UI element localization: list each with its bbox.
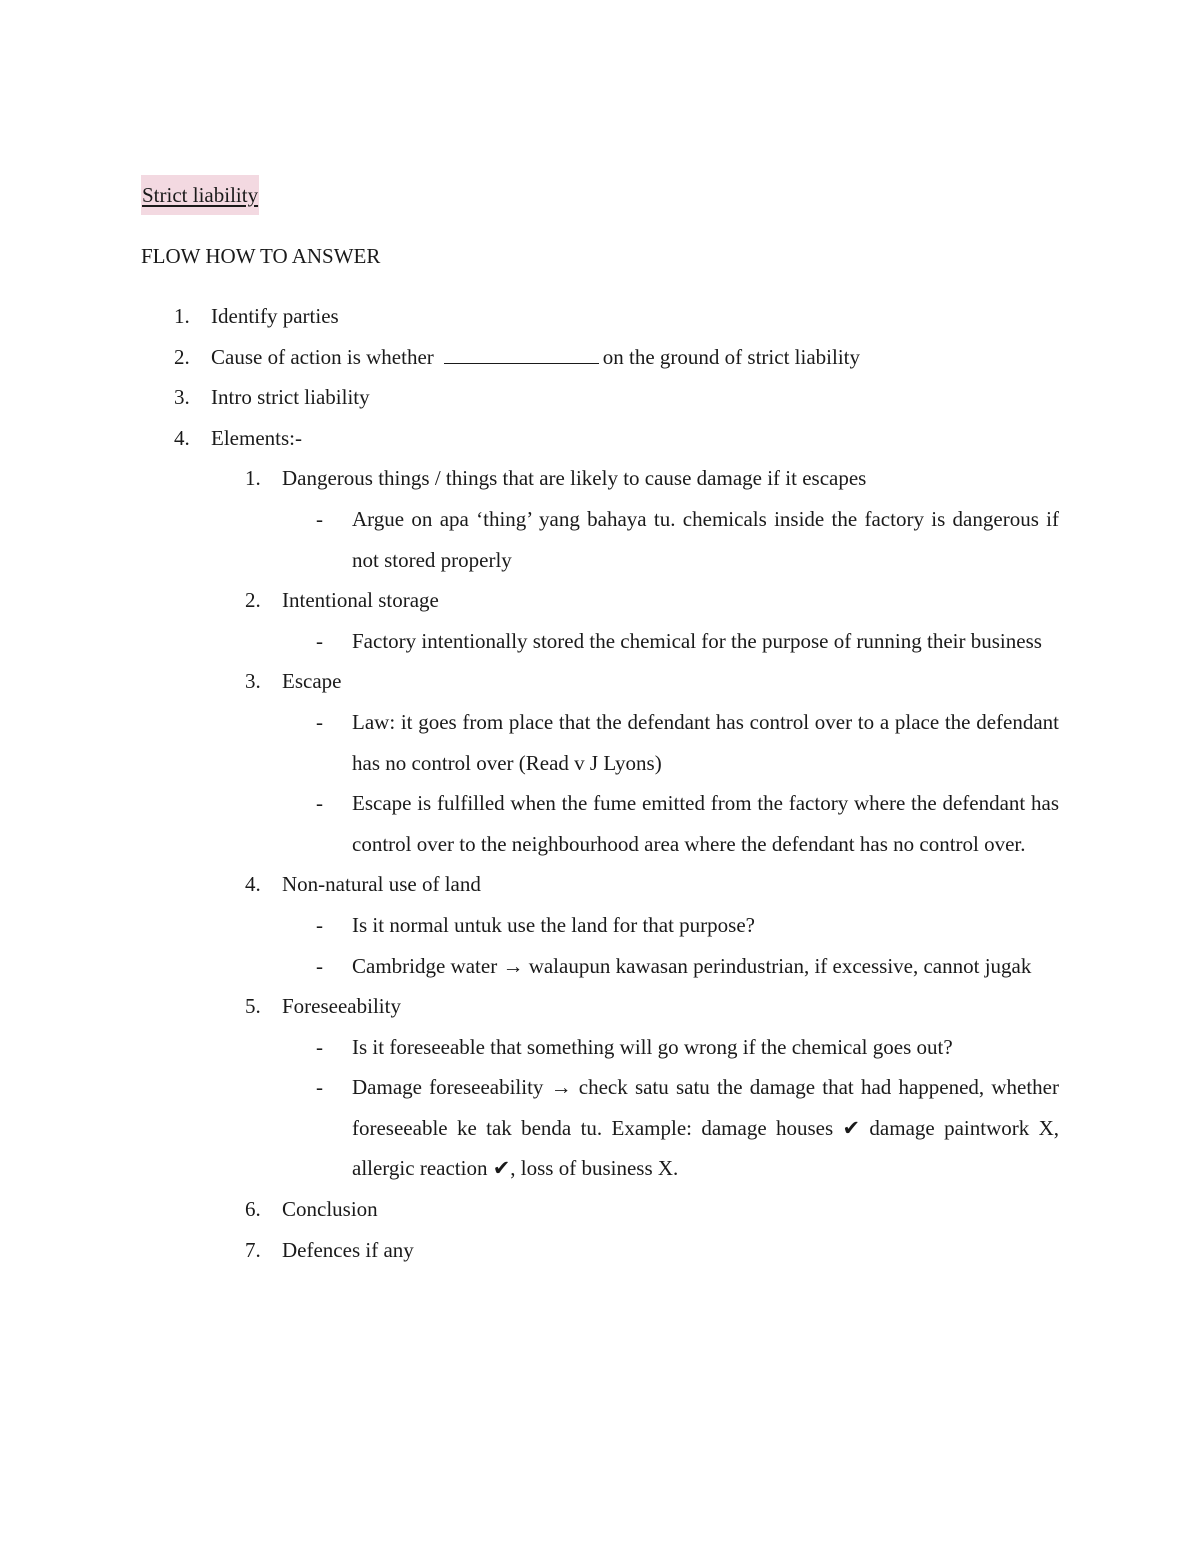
cause-text-after: on the ground of strict liability xyxy=(602,344,860,369)
list-item xyxy=(0,377,1200,418)
element-label: Intentional storage xyxy=(282,588,439,613)
bullet-item xyxy=(316,499,1059,580)
bullet-text: Cambridge water → walaupun kawasan perindustrian, if excessive, cannot jugak xyxy=(352,953,1032,978)
element-label: Foreseeability xyxy=(282,994,401,1019)
list-text: Identify parties xyxy=(211,304,339,328)
cause-text-before: Cause of action is whether xyxy=(211,344,434,369)
element-item xyxy=(0,1189,1200,1230)
element-label: Escape xyxy=(282,669,342,694)
page-title: Strict liability xyxy=(141,175,259,215)
bullet-item xyxy=(316,946,1059,987)
bullet-item xyxy=(316,783,1059,864)
list-text xyxy=(211,337,860,378)
bullet-dash: - xyxy=(316,953,323,978)
list-item xyxy=(0,337,1200,378)
element-item xyxy=(0,1230,1200,1271)
bullet-text: Law: it goes from place that the defendant has control over to a place the defendant has no control over (Read v J Lyons) xyxy=(352,709,1059,775)
element-number: 6. xyxy=(245,1197,261,1222)
bullet-dash: - xyxy=(316,912,323,937)
bullet-text: Factory intentionally stored the chemical for the purpose of running their business xyxy=(352,628,1042,653)
element-item xyxy=(0,986,1200,1027)
bullet-dash: - xyxy=(316,791,323,816)
bullet-item xyxy=(316,621,1059,662)
bullet-item xyxy=(316,1067,1059,1189)
element-number: 3. xyxy=(245,669,261,694)
bullet-dash: - xyxy=(316,1075,323,1100)
bullet-text: Argue on apa ‘thing’ yang bahaya tu. chemicals inside the factory is dangerous if not stored properly xyxy=(352,506,1059,572)
bullet-item xyxy=(316,1027,1059,1068)
element-number: 7. xyxy=(245,1237,261,1262)
bullet-text: Damage foreseeability → check satu satu the damage that had happened, whether foreseeable ke tak benda tu. Example: damage houses ✔ damage paintwork X, allergic reaction ✔, loss of business X. xyxy=(352,1075,1059,1181)
answer-outline xyxy=(0,296,1200,1270)
bullet-dash: - xyxy=(316,628,323,653)
element-label: Dangerous things / things that are likely to cause damage if it escapes xyxy=(282,466,867,491)
element-label: Conclusion xyxy=(282,1197,378,1222)
element-item xyxy=(0,458,1200,499)
bullet-text: Escape is fulfilled when the fume emitted from the factory where the defendant has control over to the neighbourhood area where the defendant has no control over. xyxy=(352,791,1059,856)
element-label: Non-natural use of land xyxy=(282,872,481,897)
list-text: Elements:- xyxy=(211,425,302,450)
bullet-dash: - xyxy=(316,709,323,734)
element-number: 5. xyxy=(245,994,261,1019)
bullet-item xyxy=(316,905,1059,946)
list-number: 1. xyxy=(174,304,190,328)
element-number: 4. xyxy=(245,872,261,897)
list-item xyxy=(0,296,1200,337)
list-item xyxy=(0,418,1200,459)
list-number: 2. xyxy=(174,344,190,369)
list-text: Intro strict liability xyxy=(211,385,370,410)
element-label: Defences if any xyxy=(282,1237,414,1262)
element-number: 1. xyxy=(245,466,261,491)
element-item xyxy=(0,580,1200,621)
list-number: 3. xyxy=(174,385,190,410)
element-number: 2. xyxy=(245,588,261,613)
bullet-dash: - xyxy=(316,506,323,531)
element-item xyxy=(0,661,1200,702)
bullet-text: Is it normal untuk use the land for that purpose? xyxy=(352,912,755,937)
flow-heading: FLOW HOW TO ANSWER xyxy=(141,244,381,268)
bullet-item xyxy=(316,702,1059,783)
list-number: 4. xyxy=(174,425,190,450)
fill-in-blank xyxy=(444,337,599,364)
element-item xyxy=(0,864,1200,905)
bullet-text: Is it foreseeable that something will go wrong if the chemical goes out? xyxy=(352,1034,953,1059)
bullet-dash: - xyxy=(316,1034,323,1059)
